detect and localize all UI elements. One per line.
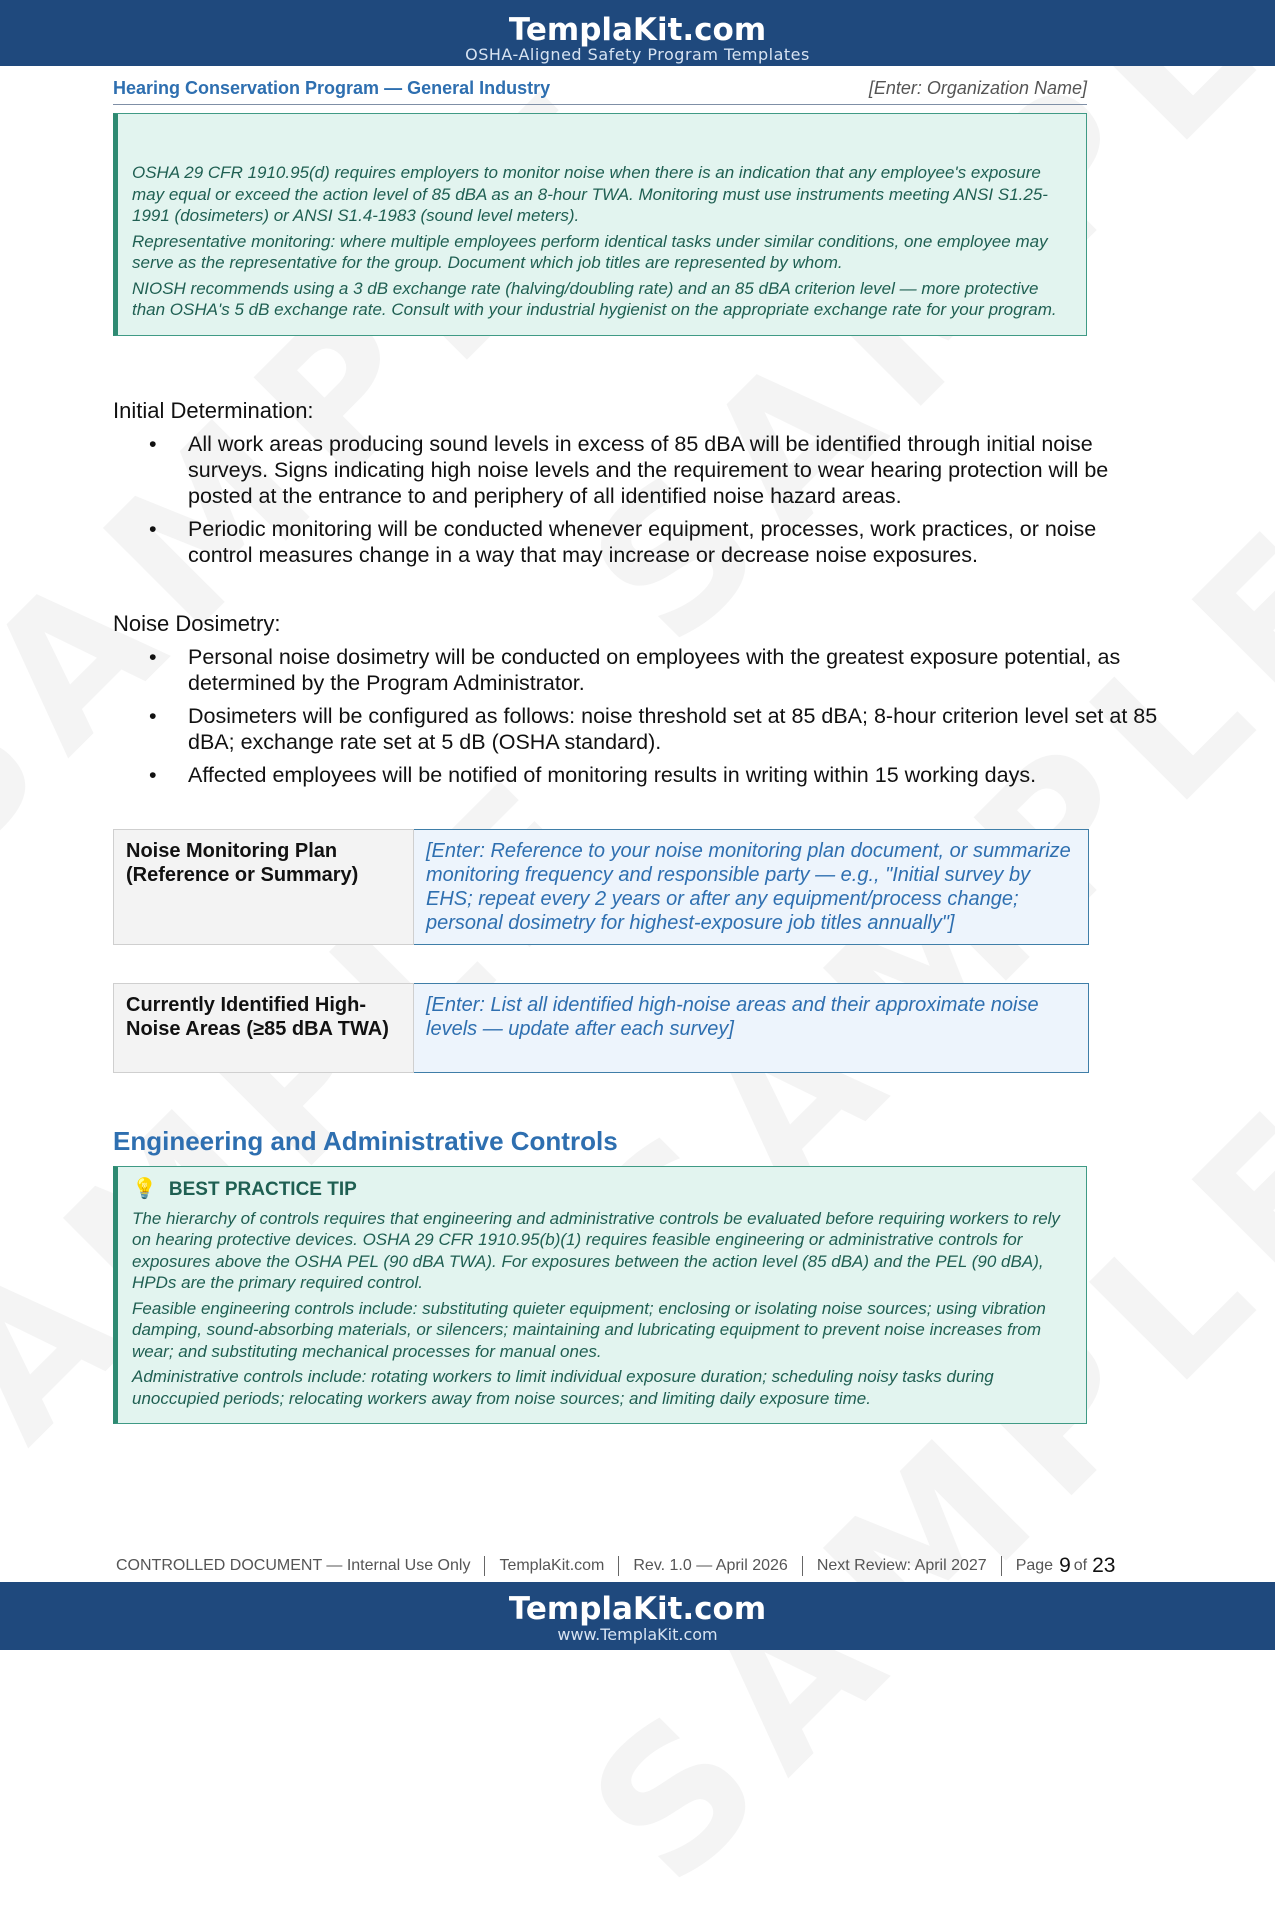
bottom-brand-bar: [0, 1582, 1275, 1650]
next-review: Next Review: April 2027: [816, 1557, 987, 1574]
footer-divider: [1001, 1556, 1002, 1576]
list-item: • Affected employees will be notified of monitoring results in writing within 15 working days.: [149, 763, 1037, 787]
tip-paragraph: Feasible engineering controls include: substituting quieter equipment; enclosing or isolating noise sources; using vibration damping, sound-absorbing materials, or silencers; maintaining and lubricating equipment to prevent noise increases from wear; and substituting mechanical processes for manual ones.: [132, 1298, 1046, 1361]
of-word: of: [1073, 1557, 1088, 1574]
document-title: Hearing Conservation Program — General Industry: [113, 78, 551, 98]
page-word: Page: [1015, 1557, 1054, 1574]
section-label: Noise Dosimetry:: [113, 611, 281, 636]
monitoring-plan-input[interactable]: [Enter: Reference to your noise monitoring plan document, or summarize monitoring frequency and responsible party — e.g., "Initial survey by EHS; repeat every 2 years or after any equipment/process change; personal dosimetry for highest-exposure job titles annually"]: [414, 830, 1089, 945]
bullet-icon: •: [149, 704, 157, 728]
field-label: Noise Monitoring Plan (Reference or Summary): [114, 830, 414, 945]
tip-paragraph: Administrative controls include: rotating workers to limit individual exposure duration; scheduling noisy tasks during unoccupied periods; relocating workers away from noise sources; and limiting daily exposure time.: [132, 1367, 994, 1408]
monitoring-plan-field: [113, 829, 1089, 945]
list-item: • Dosimeters will be configured as follows: noise threshold set at 85 dBA; 8-hour criterion level set at 85 dBA; exchange rate set at 5 dB (OSHA standard).: [149, 704, 1158, 754]
bullet-icon: •: [149, 432, 157, 456]
tip-paragraph: The hierarchy of controls requires that engineering and administrative controls be evaluated before requiring workers to rely on hearing protective devices. OSHA 29 CFR 1910.95(b)(1) requires feasible engineering or administrative controls for exposures above the OSHA PEL (90 dBA TWA). For exposures between the action level (85 dBA) and the PEL (90 dBA), HPDs are the primary required control.: [132, 1208, 1060, 1292]
list-item: • All work areas producing sound levels in excess of 85 dBA will be identified through initial noise surveys. Signs indicating high noise levels and the requirement to wear hearing protection will be posted at the entrance to and periphery of all identified noise hazard areas.: [149, 432, 1109, 508]
top-brand-bar: [0, 0, 1275, 66]
best-practice-tip: [113, 1166, 1087, 1424]
brand-title: TemplaKit.com: [508, 1591, 767, 1627]
monitoring-note: [113, 113, 1087, 336]
note-paragraph: Representative monitoring: where multiple employees perform identical tasks under similar conditions, one employee may serve as the representative for the group. Document which job titles are represented by whom.: [132, 231, 1048, 272]
page-number: 9: [1059, 1554, 1071, 1577]
tip-title: BEST PRACTICE TIP: [168, 1179, 357, 1200]
brand-title: TemplaKit.com: [508, 12, 767, 48]
tip-header: [132, 1179, 1072, 1201]
initial-determination-section: [113, 398, 1163, 575]
section-label: Initial Determination:: [113, 398, 314, 423]
bullet-icon: •: [149, 763, 157, 787]
field-label: Currently Identified High-Noise Areas (≥85 dBA TWA): [114, 984, 414, 1073]
brand-tagline: OSHA-Aligned Safety Program Templates: [465, 45, 810, 64]
noise-dosimetry-section: [113, 611, 1163, 795]
bullet-icon: •: [149, 645, 157, 669]
page-footer: [116, 1552, 1160, 1580]
note-paragraph: NIOSH recommends using a 3 dB exchange rate (halving/doubling rate) and an 85 dBA criterion level — more protective than OSHA's 5 dB exchange rate. Consult with your industrial hygienist on the appropriate exchange rate for your program.: [132, 278, 1057, 319]
organization-name-placeholder[interactable]: [Enter: Organization Name]: [868, 78, 1087, 98]
section-heading: Engineering and Administrative Controls: [113, 1126, 618, 1156]
footer-divider: [802, 1556, 803, 1576]
running-head: [113, 78, 1087, 105]
bullet-list: [113, 644, 1163, 788]
document-classification: CONTROLLED DOCUMENT — Internal Use Only: [116, 1557, 471, 1574]
bullet-icon: •: [149, 517, 157, 541]
footer-site: TemplaKit.com: [499, 1557, 605, 1574]
list-item: • Personal noise dosimetry will be conducted on employees with the greatest exposure potential, as determined by the Program Administrator.: [149, 645, 1121, 695]
high-noise-areas-input[interactable]: [Enter: List all identified high-noise areas and their approximate noise levels — update after each survey]: [414, 984, 1089, 1073]
brand-url[interactable]: www.TemplaKit.com: [557, 1625, 718, 1644]
list-item: • Periodic monitoring will be conducted whenever equipment, processes, work practices, or noise control measures change in a way that may increase or decrease noise exposures.: [149, 517, 1097, 567]
page-total: 23: [1092, 1554, 1116, 1577]
high-noise-areas-field: [113, 983, 1089, 1073]
footer-divider: [484, 1556, 485, 1576]
note-paragraph: OSHA 29 CFR 1910.95(d) requires employers to monitor noise when there is an indication that any employee's exposure may equal or exceed the action level of 85 dBA as an 8-hour TWA. Monitoring must use instruments meeting ANSI S1.25-1991 (dosimeters) or ANSI S1.4-1983 (sound level meters).: [132, 163, 1048, 225]
lightbulb-icon: 💡: [132, 1178, 157, 1200]
revision-info: Rev. 1.0 — April 2026: [633, 1557, 788, 1574]
footer-divider: [618, 1556, 619, 1576]
bullet-list: [113, 431, 1163, 568]
